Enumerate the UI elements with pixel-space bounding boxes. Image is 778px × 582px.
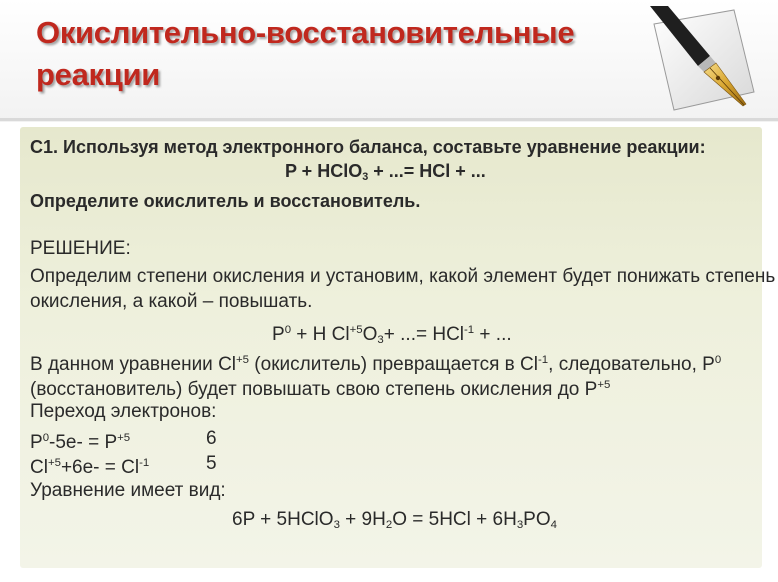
fountain-pen-icon [648,6,760,114]
solution-paragraph-2: окисления, а какой – повышать. [30,291,313,312]
task-question: Определите окислитель и восстановитель. [30,191,421,211]
half-reaction-phosphorus: $P^0-5e- = P^{+5}$ [30,432,131,453]
final-equation-heading: Уравнение имеет вид: [30,480,226,501]
slide-header [0,0,778,122]
task-statement: С1. Используя метод электронного баланса, составьте уравнение реакции: [30,137,706,157]
explanation-line-1: В данном уравнении $Cl^{+5}$ (окислитель) превращается в $Cl^{-1}$, следовательно, $P^0$ [30,354,722,375]
coefficient-phosphorus: 6 [206,428,217,449]
solution-heading: РЕШЕНИЕ: [30,238,131,259]
electron-transfer-heading: Переход электронов: [30,401,217,422]
title-line-1: Окислительно-восстановительные [36,15,575,50]
solution-paragraph-1: Определим степени окисления и установим, какой элемент будет понижать степень [30,266,776,287]
task-equation: P + HClO$_3$ + ...= HCl + ... [285,161,486,183]
slide-title [36,12,636,96]
title-line-2: реакции [36,57,161,92]
oxidation-state-equation: $P^0 + H$ $Cl^{+5}O_3+$ ...= HCl$^{-1}$ + ... [272,324,512,346]
final-equation: 6P + 5HClO$_3$ + $9H_2O = 5HCl + 6H_3PO_4$ [232,509,557,531]
explanation-line-2: (восстановитель) будет повышать свою степень окисления до $P^{+5}$ [30,379,611,400]
coefficient-chlorine: 5 [206,453,217,474]
header-divider [0,118,778,121]
content-panel [20,127,776,568]
half-reaction-chlorine: $Cl^{+5}+6e- = Cl^{-1}$ [30,457,150,478]
